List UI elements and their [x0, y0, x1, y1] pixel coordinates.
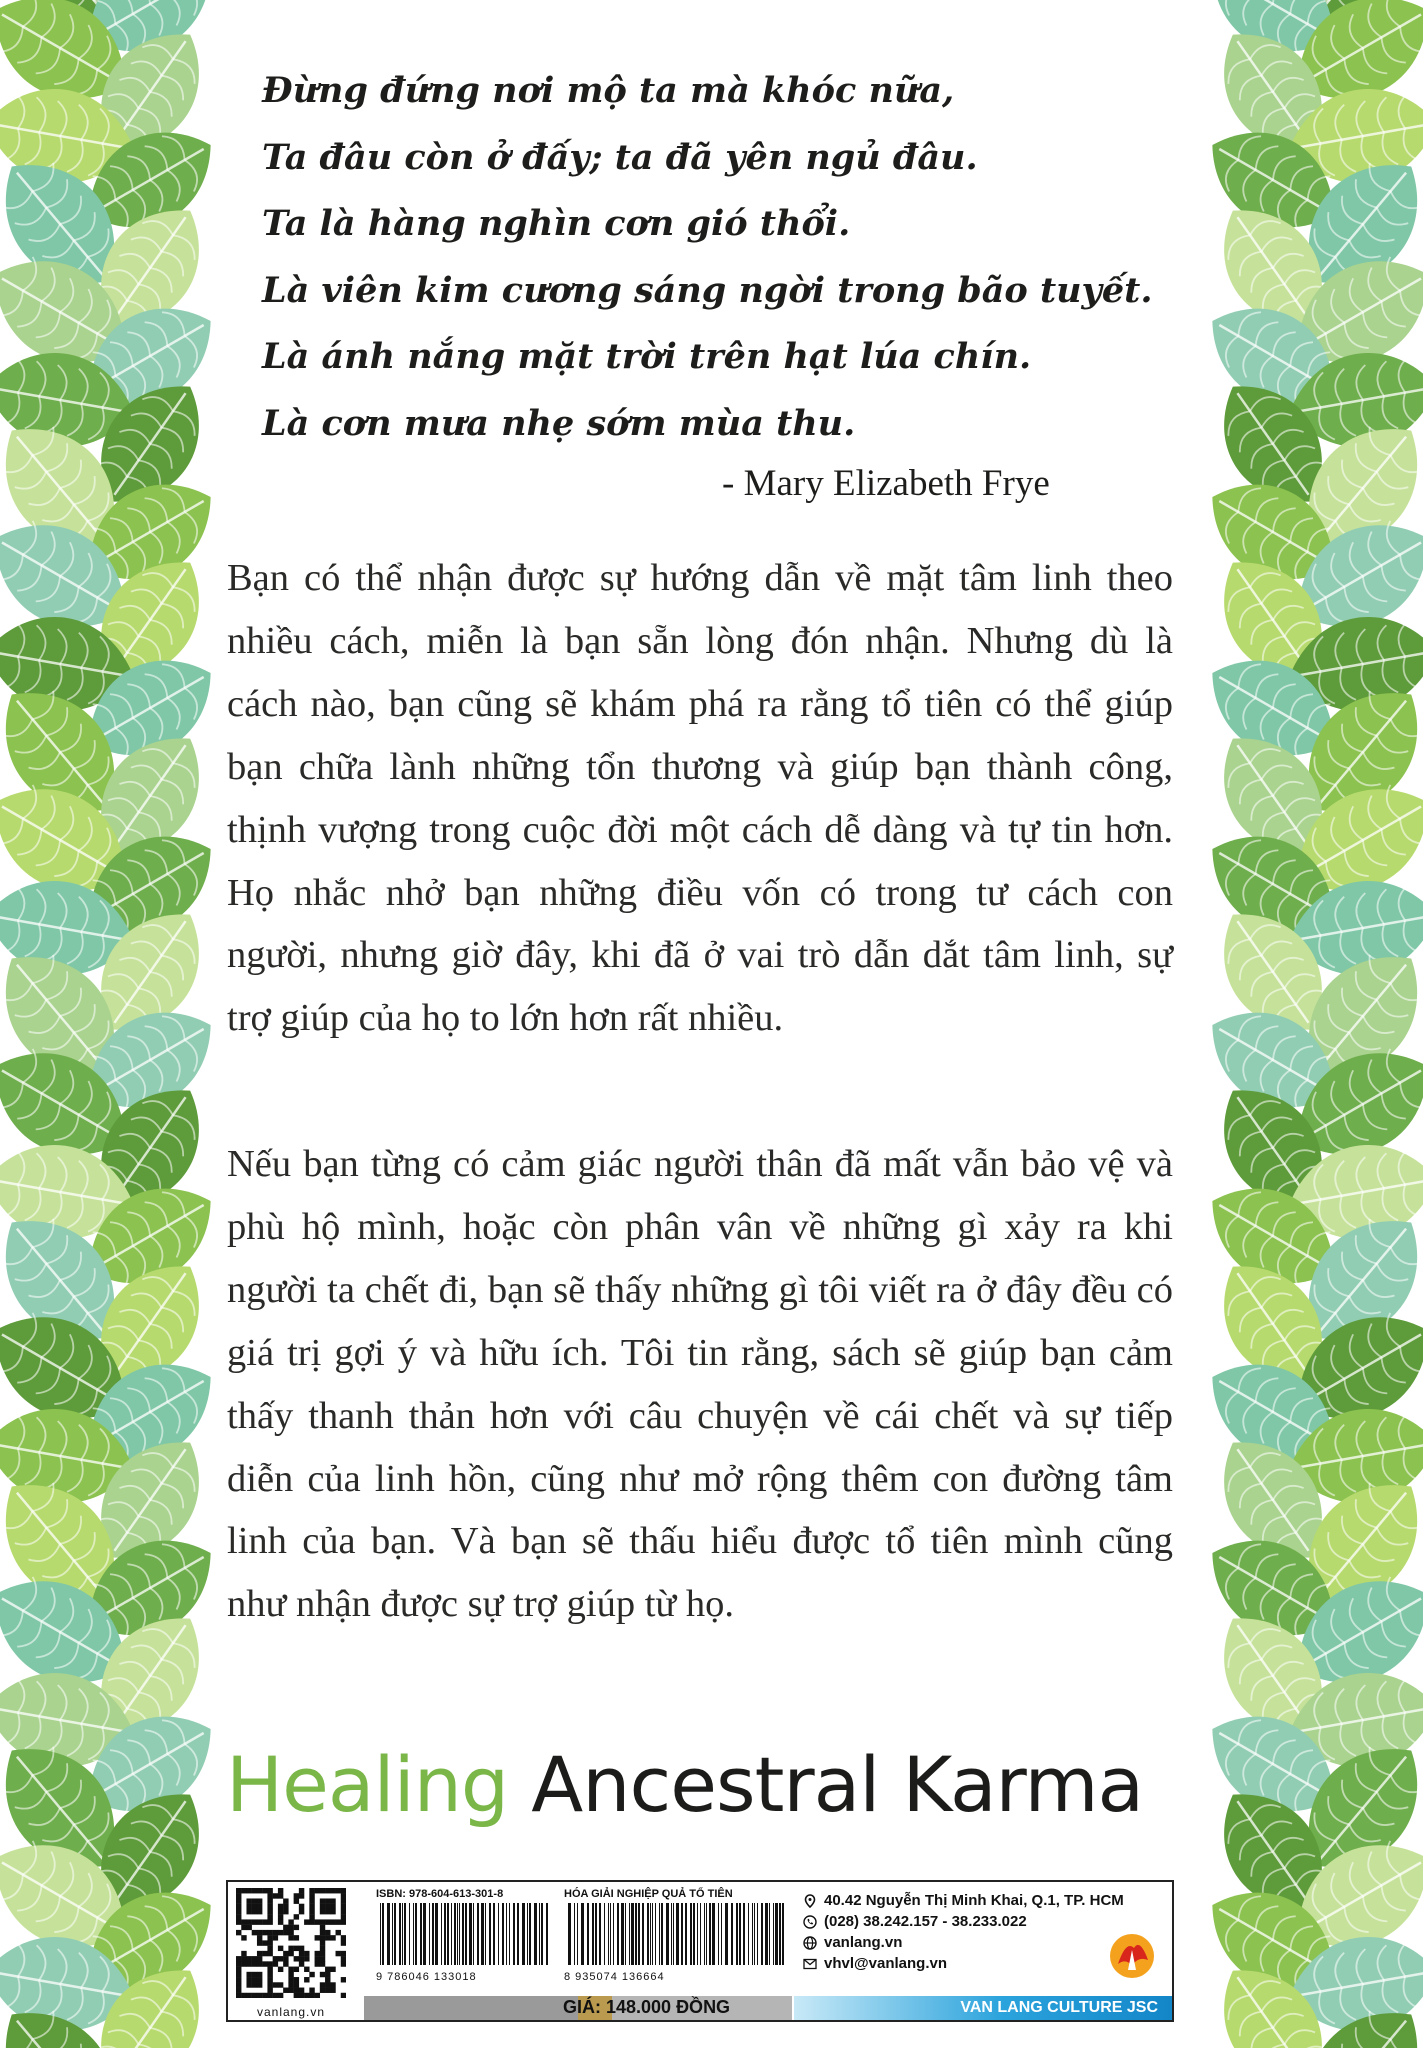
barcode-box — [226, 1880, 1174, 2022]
leaf-border-right — [1193, 0, 1423, 2048]
book-title — [226, 1740, 1143, 1830]
email-text[interactable]: vhvl@vanlang.vn — [824, 1955, 947, 1972]
leaf-pattern-right — [1193, 0, 1423, 2048]
poem-line: Là ánh nắng mặt trời trên hạt lúa chín. — [262, 336, 1032, 377]
website-text[interactable]: vanlang.vn — [824, 1934, 903, 1951]
location-pin-icon — [803, 1894, 817, 1908]
poem-line: Đừng đứng nơi mộ ta mà khóc nữa, — [262, 70, 955, 111]
isbn-digits: 9 786046 133018 — [376, 1971, 477, 1983]
leaf-pattern-left — [0, 0, 230, 2048]
ean-label: HÓA GIẢI NGHIỆP QUẢ TỔ TIÊN — [564, 1888, 733, 1900]
barcode-isbn-icon — [376, 1903, 551, 1965]
globe-icon — [803, 1936, 817, 1950]
qr-code-icon[interactable] — [236, 1888, 346, 1998]
phone-icon — [803, 1915, 817, 1929]
isbn-barcode — [376, 1888, 551, 1983]
ean-digits: 8 935074 136664 — [564, 1971, 665, 1983]
price: GIÁ: 148.000 ĐỒNG — [563, 1997, 731, 2017]
phone-row — [803, 1911, 1169, 1932]
poem — [262, 58, 1162, 457]
company-name: VAN LANG CULTURE JSC — [960, 1999, 1158, 2016]
poem-line: Ta là hàng nghìn cơn gió thổi. — [262, 203, 851, 244]
book-title-ancestral-karma: Ancestral Karma — [531, 1740, 1144, 1829]
body-paragraph-2: Nếu bạn từng có cảm giác người thân đã mất vẫn bảo vệ và phù hộ mình, hoặc còn phân vân về những gì xảy ra khi người ta chết đi, bạn sẽ thấy những gì tôi viết ra ở đây đều có giá trị gợi ý và hữu ích. Tôi tin rằng, sách sẽ giúp bạn cảm thấy thanh thản hơn với câu chuyện về cái chết và sự tiếp diễn của linh hồn, cũng như mở rộng thêm con đường tâm linh của bạn. Và bạn sẽ thấu hiểu được tổ tiên mình cũng như nhận được sự trợ giúp từ họ. — [227, 1143, 1173, 1626]
barcode-ean-icon — [564, 1903, 789, 1965]
qr-area — [236, 1888, 346, 2019]
qr-caption: vanlang.vn — [256, 2005, 326, 2019]
leaf-border-left — [0, 0, 230, 2048]
mail-icon — [803, 1957, 817, 1971]
body-paragraph-1: Bạn có thể nhận được sự hướng dẫn về mặt tâm linh theo nhiều cách, miễn là bạn sẵn lòng đón nhận. Nhưng dù là cách nào, bạn cũng sẽ khám phá ra rằng tổ tiên có thể giúp bạn chữa lành những tổn thương và giúp bạn thành công, thịnh vượng trong cuộc đời một cách dễ dàng và tự tin hơn. Họ nhắc nhở bạn những điều vốn có trong tư cách con người, nhưng giờ đây, khi đã ở vai trò dẫn dắt tâm linh, sự trợ giúp của họ to lớn hơn rất nhiều. — [227, 557, 1173, 1040]
isbn-label: ISBN: 978-604-613-301-8 — [376, 1888, 504, 1900]
address-row — [803, 1890, 1169, 1911]
phone-text: (028) 38.242.157 - 38.233.022 — [824, 1913, 1027, 1930]
poem-attribution: - Mary Elizabeth Frye — [722, 463, 1050, 504]
poem-line: Là cơn mưa nhẹ sớm mùa thu. — [262, 402, 856, 444]
book-title-healing: Healing — [226, 1740, 509, 1829]
poem-line: Là viên kim cương sáng ngời trong bão tuyết. — [262, 269, 1153, 311]
publisher-logo-icon — [1104, 1930, 1160, 1980]
poem-line: Ta đâu còn ở đấy; ta đã yên ngủ đâu. — [262, 136, 978, 178]
address-text: 40.42 Nguyễn Thị Minh Khai, Q.1, TP. HCM — [824, 1892, 1124, 1909]
ean-barcode — [564, 1888, 789, 1983]
